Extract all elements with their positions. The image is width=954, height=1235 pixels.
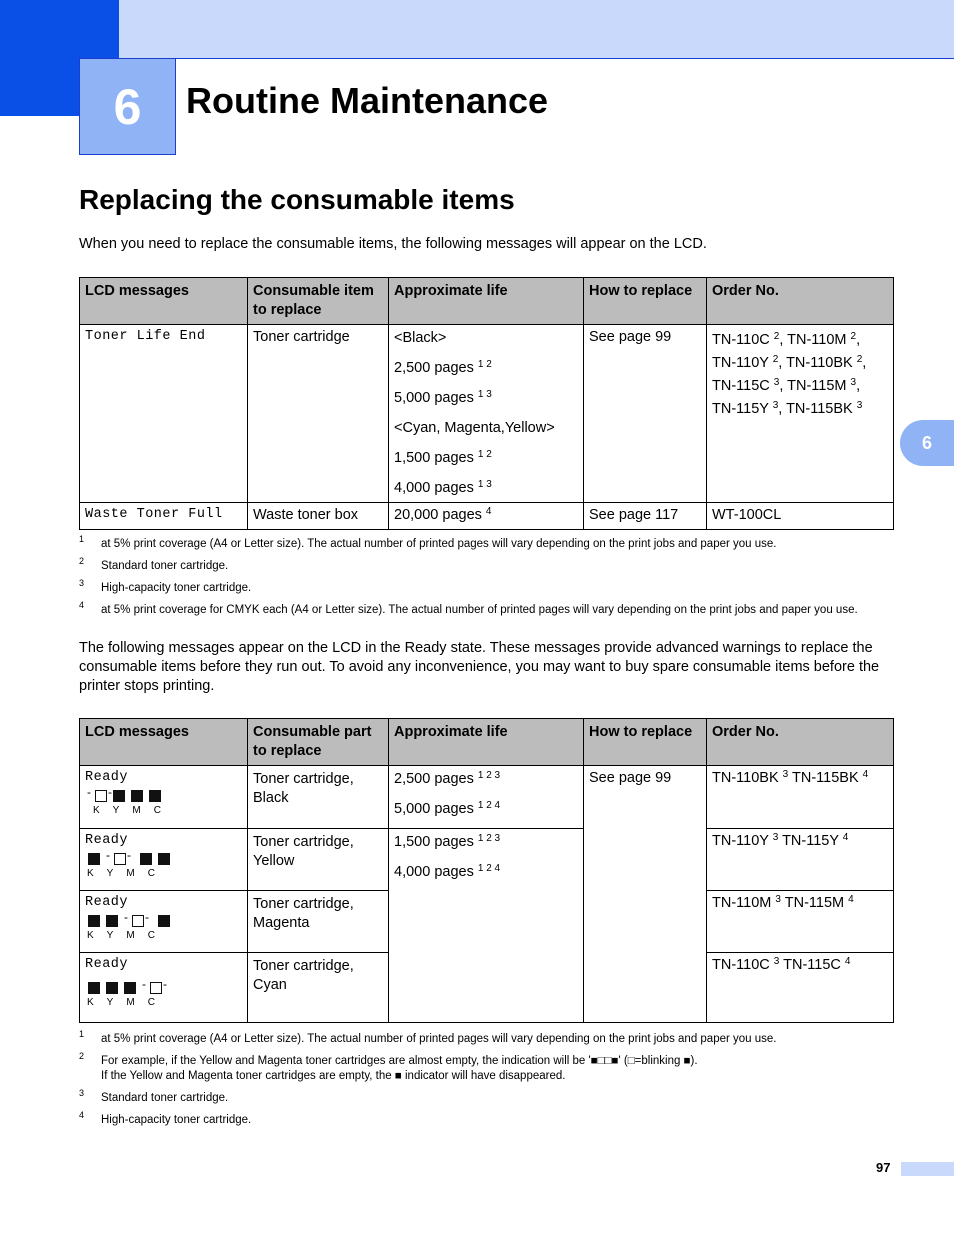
order-number: TN-110Y [712, 833, 769, 849]
table-row [80, 766, 894, 829]
life-line [394, 359, 578, 378]
toner-indicator [85, 788, 242, 816]
indicator-label: K [93, 805, 100, 816]
indicator-label: Y [106, 930, 114, 941]
approximate-life [389, 325, 584, 503]
order-line: TN-115Y $^3$, TN-115BK $^3$ [712, 400, 863, 417]
table-header-row [80, 719, 894, 766]
order-number: TN-110Y [712, 355, 769, 371]
footnote-ref: 4 [862, 769, 869, 780]
indicator-label: C [147, 868, 155, 879]
lcd-cell [80, 891, 248, 953]
order-number: TN-115Y [782, 833, 839, 849]
blinking-square-icon [95, 790, 107, 802]
footnote-ref: 4 [842, 832, 849, 843]
order-number: TN-110M [712, 895, 772, 911]
life-line [394, 863, 578, 882]
order-numbers [707, 953, 894, 1023]
indicator-label: C [147, 930, 155, 941]
order-line: TN-110Y $^2$, TN-110BK $^2$, [712, 354, 867, 371]
footnote-ref: 2 [773, 331, 780, 342]
consumable-part: Toner cartridge, Black [248, 766, 389, 829]
consumable-part: Toner cartridge, Cyan [248, 953, 389, 1023]
footnote-ref: 2 [856, 354, 863, 365]
life-line [394, 329, 578, 348]
order-number: TN-115C [783, 957, 841, 973]
filled-square-icon [88, 915, 100, 927]
life-line [394, 800, 578, 819]
header-how-to-replace: How to replace [584, 278, 707, 325]
toner-indicator [85, 851, 242, 879]
life-text: <Cyan, Magenta,Yellow> [394, 420, 555, 436]
consumable-item: Waste toner box [248, 503, 389, 530]
footnote-number: 1 [79, 534, 85, 544]
header-lcd-messages: LCD messages [80, 719, 248, 766]
life-text: 20,000 pages [394, 507, 482, 523]
lcd-message: Waste Toner Full [80, 503, 248, 530]
indicator-label: M [132, 805, 141, 816]
footnote-ref: 1 2 [477, 449, 492, 460]
section-title: Replacing the consumable items [79, 184, 515, 215]
header-approximate-life: Approximate life [389, 278, 584, 325]
lcd-message: Ready [85, 957, 129, 972]
life-text: 2,500 pages [394, 771, 474, 787]
footnote-text: High-capacity toner cartridge. [101, 1114, 252, 1126]
footnote-ref: 3 [850, 377, 857, 388]
life-text: 5,000 pages [394, 801, 474, 817]
order-numbers [707, 325, 894, 503]
filled-square-icon [106, 915, 118, 927]
page-number: 97 [876, 1160, 891, 1175]
footnote-text: High-capacity toner cartridge. [101, 582, 252, 594]
blinking-square-icon [114, 853, 126, 865]
footnote-text-line: For example, if the Yellow and Magenta toner cartridges are almost empty, the indication will be '■□□■' (□=blinking ■). [101, 1055, 698, 1067]
filled-square-icon [113, 790, 125, 802]
order-number: TN-115BK [786, 401, 853, 417]
footnote-text: Standard toner cartridge. [101, 1092, 229, 1104]
footnote-number: 1 [79, 1029, 85, 1039]
filled-square-icon [88, 853, 100, 865]
indicator-label: M [126, 997, 135, 1008]
life-line [394, 833, 578, 852]
footnote-number: 4 [79, 600, 85, 610]
consumable-part: Toner cartridge, Yellow [248, 829, 389, 891]
life-text: <Black> [394, 330, 447, 346]
indicator-label: K [87, 868, 94, 879]
how-to-replace: See page 99 [584, 325, 707, 503]
intro-text: When you need to replace the consumable items, the following messages will appear on the LCD. [79, 236, 707, 252]
chapter-number: 6 [79, 58, 176, 155]
life-text: 2,500 pages [394, 360, 474, 376]
indicator-label: K [87, 930, 94, 941]
header-order-no: Order No. [707, 719, 894, 766]
blinking-square-icon [150, 982, 162, 994]
filled-square-icon [131, 790, 143, 802]
indicator-label: M [126, 868, 135, 879]
footnote-number: 4 [79, 1110, 85, 1120]
filled-square-icon [158, 853, 170, 865]
header-how-to-replace: How to replace [584, 719, 707, 766]
chapter-title: Routine Maintenance [186, 80, 549, 121]
how-to-replace: See page 117 [584, 503, 707, 530]
footnote-text-line: If the Yellow and Magenta toner cartridges are empty, the ■ indicator will have disappeared. [101, 1070, 566, 1082]
lcd-message: Toner Life End [80, 325, 248, 503]
order-number: TN-115M [784, 895, 845, 911]
order-number: TN-110C [712, 957, 770, 973]
header-band [0, 0, 954, 59]
footnote-ref: 4 [485, 506, 492, 517]
filled-square-icon [106, 982, 118, 994]
footnote-number: 3 [79, 578, 85, 588]
filled-square-icon [88, 982, 100, 994]
consumables-table [79, 277, 894, 530]
table-row [80, 325, 894, 503]
order-number: TN-115C [712, 378, 770, 394]
order-line: TN-110C $^2$, TN-110M $^2$, [712, 331, 861, 348]
header-approximate-life: Approximate life [389, 719, 584, 766]
footnote-ref: 1 2 4 [477, 800, 501, 811]
footnote-number: 2 [79, 1051, 85, 1061]
header-lcd-messages: LCD messages [80, 278, 248, 325]
footnote-ref: 3 [772, 400, 779, 411]
order-number: WT-100CL [707, 503, 894, 530]
approximate-life [389, 829, 584, 1023]
life-line [394, 449, 578, 468]
footnote-ref: 1 2 3 [477, 770, 501, 781]
footnote-text [101, 1054, 893, 1084]
table-row [80, 503, 894, 530]
header-consumable-part: Consumable part to replace [248, 719, 389, 766]
ready-state-table [79, 718, 894, 1023]
footnote-ref: 2 [772, 354, 779, 365]
footnote-ref: 4 [844, 956, 851, 967]
indicator-label: M [126, 930, 135, 941]
blinking-square-icon [132, 915, 144, 927]
consumable-item: Toner cartridge [248, 325, 389, 503]
approximate-life [389, 766, 584, 829]
chapter-side-tab: 6 [900, 420, 954, 466]
order-numbers [707, 891, 894, 953]
how-to-replace: See page 99 [584, 766, 707, 1023]
filled-square-icon [158, 915, 170, 927]
life-text: 5,000 pages [394, 390, 474, 406]
life-line [394, 389, 578, 408]
order-number: TN-110BK [786, 355, 853, 371]
ready-state-paragraph: The following messages appear on the LCD in the Ready state. These messages provide advanced warnings to replace the consumable items before they run out. To avoid any inconvenience, you may want to buy spare consumable items before the printer stops printing. [79, 640, 880, 694]
order-number: TN-110BK [712, 770, 779, 786]
footnote-ref: 1 2 3 [477, 833, 501, 844]
footnote-ref: 1 2 [477, 359, 492, 370]
indicator-label: C [153, 805, 161, 816]
footnote-ref: 3 [773, 956, 780, 967]
indicator-label: Y [106, 997, 114, 1008]
footnote-ref: 2 [850, 331, 857, 342]
order-line: TN-115C $^3$, TN-115M $^3$, [712, 377, 861, 394]
lcd-message: Ready [85, 833, 129, 848]
lcd-cell [80, 829, 248, 891]
life-text: 4,000 pages [394, 864, 474, 880]
footnote-ref: 3 [782, 769, 789, 780]
footnote-number: 3 [79, 1088, 85, 1098]
consumable-part: Toner cartridge, Magenta [248, 891, 389, 953]
order-number: TN-110C [712, 332, 770, 348]
indicator-label: C [147, 997, 155, 1008]
lcd-cell [80, 766, 248, 829]
toner-indicator [85, 980, 242, 1008]
filled-square-icon [140, 853, 152, 865]
life-text: 4,000 pages [394, 480, 474, 496]
toner-indicator [85, 913, 242, 941]
life-text: 1,500 pages [394, 450, 474, 466]
filled-square-icon [124, 982, 136, 994]
footnote-ref: 1 3 [477, 479, 492, 490]
table-header-row [80, 278, 894, 325]
order-number: TN-110M [787, 332, 847, 348]
lcd-cell [80, 953, 248, 1023]
life-line [394, 770, 578, 789]
order-numbers [707, 829, 894, 891]
footnote-ref: 3 [775, 894, 781, 905]
life-text: 1,500 pages [394, 834, 474, 850]
header-consumable-item: Consumable item to replace [248, 278, 389, 325]
lcd-message: Ready [85, 770, 129, 785]
footnote-text: at 5% print coverage for CMYK each (A4 or Letter size). The actual number of printed pages will vary depending on the print jobs and paper you use. [101, 604, 858, 616]
indicator-label: Y [112, 805, 120, 816]
order-number: TN-115Y [712, 401, 769, 417]
footnote-number: 2 [79, 556, 85, 566]
life-line [394, 419, 578, 438]
footnote-ref: 1 3 [477, 389, 492, 400]
indicator-label: Y [106, 868, 114, 879]
page-number-bar [901, 1162, 954, 1176]
life-line [394, 479, 578, 498]
filled-square-icon [149, 790, 161, 802]
footnote-text: Standard toner cartridge. [101, 560, 229, 572]
order-numbers [707, 766, 894, 829]
footnote-ref: 3 [773, 377, 780, 388]
order-number: TN-115M [787, 378, 847, 394]
footnote-text: at 5% print coverage (A4 or Letter size). The actual number of printed pages will vary depending on the print jobs and paper you use. [101, 538, 777, 550]
footnote-ref: 1 2 4 [477, 863, 501, 874]
header-order-no: Order No. [707, 278, 894, 325]
footnote-ref: 3 [772, 832, 779, 843]
approximate-life [389, 503, 584, 530]
lcd-message: Ready [85, 895, 129, 910]
indicator-label: K [87, 997, 94, 1008]
footnote-text: at 5% print coverage (A4 or Letter size). The actual number of printed pages will vary depending on the print jobs and paper you use. [101, 1033, 777, 1045]
order-number: TN-115BK [792, 770, 859, 786]
table-row [80, 829, 894, 891]
footnote-ref: 3 [856, 400, 863, 411]
footnote-ref: 4 [848, 894, 854, 905]
